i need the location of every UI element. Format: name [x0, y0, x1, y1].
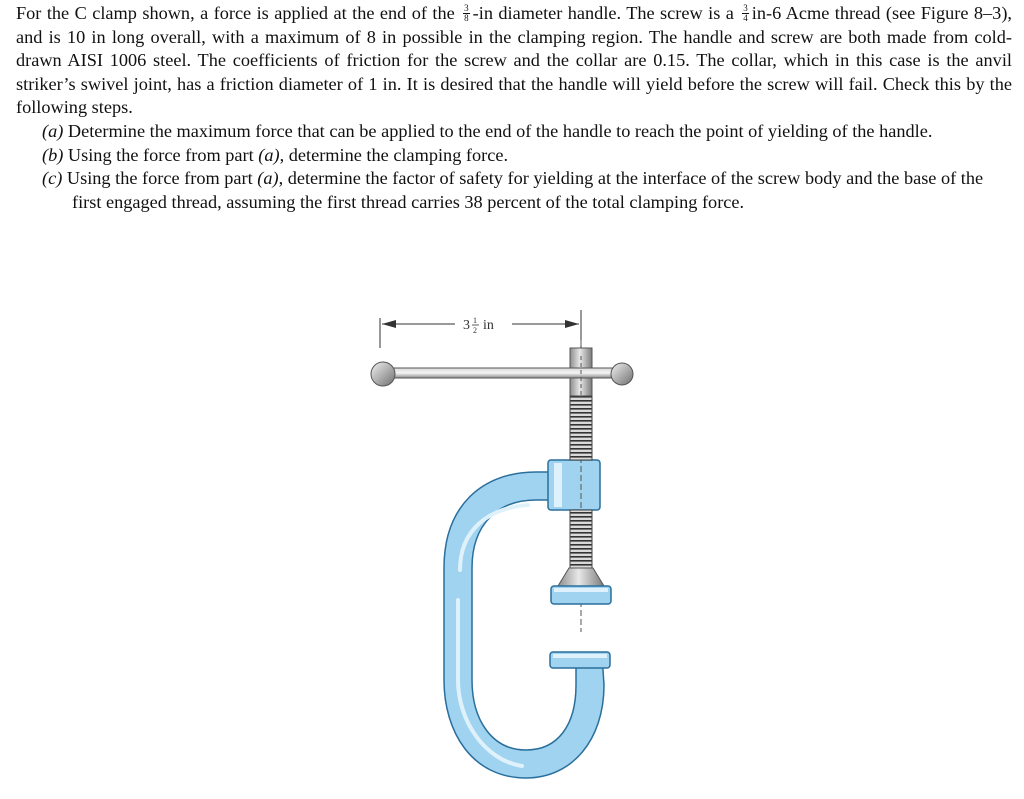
part-text: Using the force from part — [67, 144, 259, 165]
part-reference: (a) — [258, 144, 280, 165]
part-a — [42, 120, 1012, 144]
fraction-denominator: 8 — [464, 13, 469, 24]
dimension-line — [380, 310, 581, 348]
dimension-whole: 3 — [463, 318, 470, 333]
arrowhead-right — [565, 320, 579, 328]
part-c — [42, 167, 1012, 214]
handle — [371, 356, 633, 396]
dimension-frac-num: 1 — [473, 316, 477, 325]
part-text-end: , determine the clamping force. — [279, 144, 509, 165]
swivel-collar — [558, 568, 604, 586]
part-label-text: (c) — [42, 168, 63, 189]
part-text: Using the force from part — [66, 168, 258, 189]
part-text-end: , determine the factor of safety for yielding at the interface of the screw body and the base of the first engaged thread, assuming the first thread carries 38 percent of the total clamping force. — [72, 168, 984, 212]
dimension-frac-den: 2 — [473, 326, 477, 335]
part-label — [42, 121, 63, 141]
screw-thread-lower — [570, 510, 592, 568]
part-label-text: (b) — [42, 144, 64, 165]
part-label-text: (a) — [42, 120, 64, 141]
c-clamp-figure — [360, 300, 660, 799]
problem-intro — [16, 2, 1012, 120]
problem-parts — [16, 120, 1012, 214]
handle-diameter-fraction — [463, 4, 470, 23]
screw-size-fraction — [742, 4, 749, 23]
intro-part-1: For the C clamp shown, a force is applied at the end of the — [16, 3, 455, 23]
fraction-numerator: 3 — [743, 3, 748, 14]
handle-ball-right — [611, 363, 633, 385]
screw-thread-upper — [570, 396, 592, 460]
dimension-unit: in — [483, 318, 494, 333]
arrowhead-left — [382, 320, 396, 328]
swivel-pad-highlight — [554, 588, 608, 592]
part-label — [42, 168, 62, 188]
part-b — [42, 144, 1012, 168]
c-clamp-drawing — [360, 300, 660, 799]
problem-text — [16, 2, 1012, 214]
intro-part-2: -in diameter handle. The screw is a — [472, 3, 734, 23]
boss-highlight — [554, 463, 562, 507]
handle-bar — [382, 368, 620, 378]
handle-ball-left — [371, 362, 395, 386]
fraction-denominator: 4 — [743, 13, 748, 24]
anvil-highlight — [553, 654, 607, 658]
fraction-numerator: 3 — [464, 3, 469, 14]
part-text: Determine the maximum force that can be applied to the end of the handle to reach the point of yielding of the handle. — [67, 120, 933, 141]
intro-part-3: in-6 Acme thread (see Figure 8–3), and is 10 in long overall, with a maximum of 8 in possible in the clamping region. The handle and screw are both made from cold-drawn AISI 1006 steel. The coefficients of friction for the screw and the collar are 0.15. The collar, which in this case is the anvil striker’s swivel joint, has a friction diameter of 1 in. It is desired that the handle will yield before the screw will fail. Check this by the following steps. — [16, 3, 1012, 118]
c-frame — [444, 460, 610, 778]
part-label — [42, 145, 63, 165]
part-reference: (a) — [257, 168, 279, 189]
